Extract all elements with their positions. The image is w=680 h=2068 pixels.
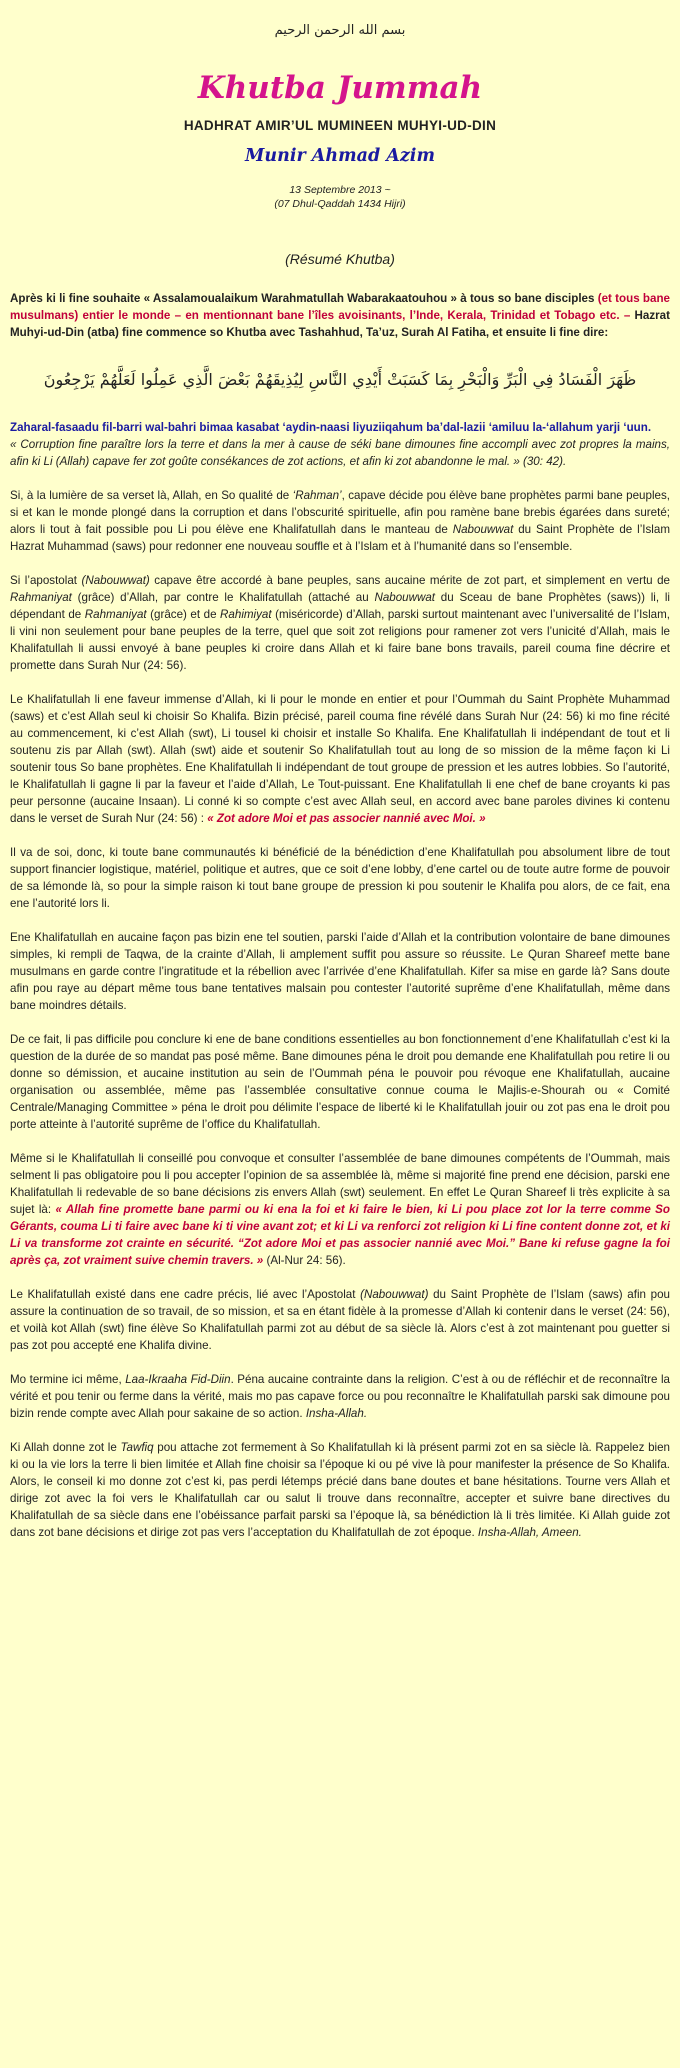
speaker-name: Munir Ahmad Azim [245, 146, 435, 166]
p9-d: Insha-Allah. [305, 1407, 368, 1420]
p9-c: . Péna aucaine contrainte dans la religion. C’est à ou de réfléchir et de reconnaître la vérité et pou tenir ou ferme dans la vérité, mais mo pas capave force ou pou reconnaître le Khalifatullah parski sak dimoune pou bizin rende compte avec Allah pour sakaine de so action. [10, 1373, 671, 1420]
p3-a: Le Khalifatullah li ene faveur immense d’Allah, ki li pour le monde en entier et pour l’Oummah du Saint Prophète Muhammad (saws) et c’est Allah seul ki choisir So Khalifa. Bizin précisé, pareil couma fine révélé dans Surah Nur (24: 56) ki mo fine récité au commencement, ki c’est Allah (swt), Li tousel ki choisir et installe So Khalifa. Ene Khalifatullah li indépendant de tout et li soutenu zis par Allah (swt). Allah (swt) aide et soutenir So Khalifatullah tout au long de so mission de la même façon ki Li soutenir tous So bane prophètes. Ene Khalifatullah li indépendant de tout groupe de pression et les autres lobbies. So l’autorité, le Khalifatullah li gagne li par la faveur et l’aide d’Allah, Le Tout-puissant. Ene Khalifatullah li ene chef de bane croyants ki pas peur personne (aucaine Insaan). Li conné ki so compte c’est avec Allah seul, en accord avec bane paroles divines ki contenu dans le verset de Surah Nur (24: 56) : [10, 693, 670, 825]
p2-h: Rahmaniyat [84, 608, 147, 621]
arabic-verse: ظَهَرَ الْفَسَادُ فِي الْبَرِّ وَالْبَحْرِ بِمَا كَسَبَتْ أَيْدِي النَّاسِ لِيُذِيقَهُمْ بَعْضَ الَّذِي عَمِلُوا لَعَلَّهُمْ يَرْجِعُونَ [43, 370, 637, 389]
p7-a: Même si le Khalifatullah li conseillé pou convoque et consulter l’assemblée de bane dimounes compétents de l’Oummah, mais selment li pas obligatoire pou li pou accepter l’opinion de sa assemblée là, même si majorité fine prend ene décision, parski ene Khalifatullah li redevable de so bane décisions zis envers Allah (swt) seulement. En effet Le Quran Shareef li très explicite à sa sujet là: [10, 1152, 670, 1216]
p10-b: Tawfiq [120, 1441, 154, 1454]
date-block [10, 183, 670, 211]
p2-k: (miséricorde) d’Allah, parski surtout maintenant avec l’universalité de l’Islam, li vini non seulement pour bane peuples de la terre, quel que soit zot religions pour ramener zot vers l’unicité d’Allah, mais le Khalifatullah li aussi envoyé à bane peuples ki croire dans Allah et ki faire bane bons travails, pareil couma fine décrire et promette dans Surah Nur (24: 56). [10, 608, 670, 672]
intro-text-b: (et tous bane musulmans) entier le monde – en mentionnant bane l’îles avoisinants, l’Inde, Kerala, Trinidad et Tobago etc. – [10, 292, 670, 322]
paragraph-4: Il va de soi, donc, ki toute bane communautés ki bénéficié de la bénédiction d’ene Khalifatullah pou absolument libre de tout support financier logistique, matériel, politique et autres, que ce soit d’ene lobby, d’ene cartel ou de toute autre forme de pouvoir de sa lémonde là, so pour la simple raison ki tout bane groupe de pression ki pou soutenir le Khalifa pou alors, de ce fait, ena ene l’autorité lors li. [10, 846, 670, 910]
intro-paragraph [10, 290, 670, 341]
paragraph-5: Ene Khalifatullah en aucaine façon pas bizin ene tel soutien, parski l’aide d’Allah et la contribution volontaire de bane dimounes simples, ki rempli de Taqwa, de la crainte d’Allah, li amplement suffit pou assure so réussite. Le Quran Shareef mette bane musulmans en garde contre l’ingratitude et la rébellion avec l’arrivée d’ene Khalifatullah. Kifer sa mise en garde là? Sans doute afin pou raye au départ même tous bane tentatives malsain pou contester l’autorité suprême d’ene Khalifatullah, même dans bane moindres détails. [10, 931, 670, 1012]
p10-d: Insha-Allah, Ameen. [477, 1526, 582, 1539]
paragraph-3 [10, 691, 670, 827]
p2-b: (Nabouwwat) [81, 574, 150, 587]
p7-c: (Al-Nur 24: 56). [263, 1254, 346, 1267]
p2-e: (grâce) d’Allah, par contre le Khalifatullah (attaché au [71, 591, 375, 604]
p3-quote: « Zot adore Moi et pas associer nannié avec Moi. » [207, 812, 486, 825]
paragraph-9 [10, 1371, 670, 1422]
verse-transliteration: Zaharal-fasaadu fil-barri wal-bahri bimaa kasabat ‘aydin-naasi liyuziiqahum ba’dal-lazii ‘amiluu la-‘allahum yarji ‘uun. [10, 421, 652, 434]
p8-c: du Saint Prophète de l’Islam (saws) afin pou assure la continuation de so travail, de so mission, et sa en étant fidèle à la promesse d’Allah ki contenir dans le verset (24: 56), et voilà kot Allah (swt) fine élève So Khalifatullah parmi zot au début de sa siècle là. Alors c’est à zot maintenant pou guetter si pas zot pou accepté ene Khalifa divine. [10, 1288, 670, 1352]
p1-b: ‘Rahman’ [292, 489, 342, 502]
p1-c: , capave décide pou élève bane prophètes parmi bane peuples, si et kan le monde plongé dans la corruption et dans l’obscurité spirituelle, afin pou ramène bane brebis égarées dans sureté; alors li tout à fait possible pou Li pou élève ene Khalifatullah dans le manteau de [10, 489, 670, 536]
p10-a: Ki Allah donne zot le [10, 1441, 121, 1454]
p1-a: Si, à la lumière de sa verset là, Allah, en So qualité de [10, 489, 293, 502]
p8-a: Le Khalifatullah existé dans ene cadre précis, lié avec l’Apostolat [10, 1288, 361, 1301]
p2-g: du Sceau de bane Prophètes (saws)) li, li dépendant de [10, 591, 670, 621]
date-hijri: (07 Dhul-Qaddah 1434 Hijri) [274, 198, 406, 210]
p2-f: Nabouwwat [374, 591, 436, 604]
bismillah: بسم الله الرحمن الرحيم [274, 23, 406, 38]
p9-b: Laa-Ikraaha Fid-Diin [125, 1373, 231, 1386]
p8-b: (Nabouwwat) [360, 1288, 429, 1301]
paragraph-6: De ce fait, li pas difficile pou conclure ki ene de bane conditions essentielles au bon fonctionnement d’ene Khalifatullah c’est ki la question de la durée de so mandat pas posé même. Bane dimounes péna le droit pou demande ene Khalifatullah pou retire li ou donne so démission, et aucaine institution au sein de l’Oummah péna le pouvoir pou révoque ene Khalifatullah, aucaine organisation ou assemblée, même pas l’assemblée consultative connue couma le Majlis-e-Shourah ou « Comité Centrale/Managing Committee » péna le droit pou délimite l’espace de liberté ki le Khalifatullah jouir ou zot pas ena le droit pou porte atteinte à l’autorité suprême de l’office du Khalifatullah. [10, 1033, 670, 1131]
intro-text-a: Après ki li fine souhaite « Assalamoualaikum Warahmatullah Wabarakaatouhou » à tous so bane disciples [10, 292, 598, 305]
p1-d: Nabouwwat [452, 523, 514, 536]
p2-d: Rahmaniyat [10, 591, 72, 604]
p7-quote: « Allah fine promette bane parmi ou ki ena la foi et ki faire le bien, ki Li pou place zot lor la terre comme So Gérants, couma Li ti faire avec bane ki ti vine avant zot; et ki Li va renforci zot religion ki Li fine content donne zot, et ki Li va transforme zot crainte en sécurité. “Zot adore Moi et pas associer nannié avec Moi.” Bane ki refuse gagne la foi après ça, zot vraiment suive chemin travers. » [10, 1203, 670, 1267]
p10-c: pou attache zot fermement à So Khalifatullah ki là présent parmi zot en sa siècle là. Rappelez bien ki ou la vie lors la terre li bien limitée et Allah fine choisir sa l’époque ki ou pé vive là pour manifester la présence de So Khalifa. Alors, le conseil ki mo donne zot c’est ki, pas perdi létemps précié dans bane doutes et bane hésitations. Tourne vers Allah et dirige zot avec la foi vers le Khalifatullah car ou salut li trouve dans reconnaître, accepter et suivre bane directives du Khalifatullah de sa siècle dans ene l’obéissance parfait parski sa l’époque là, sa bénédiction là li très limitée. Ki Allah guide zot dans zot bane décisions et dirige zot pas vers l’acceptation du Khalifatullah de zot époque. [10, 1441, 670, 1539]
p2-i: (grâce) et de [146, 608, 221, 621]
paragraph-2 [10, 572, 670, 674]
paragraph-8 [10, 1286, 670, 1354]
intro-text-c: Hazrat Muhyi-ud-Din (atba) fine commence so Khutba avec Tashahhud, Ta’uz, Surah Al Fatiha, et ensuite li fine dire: [10, 309, 670, 339]
p2-c: capave être accordé à bane peuples, sans aucaine mérite de zot part, et simplement en vertu de [149, 574, 670, 587]
hadhrat-heading: HADHRAT AMIR’UL MUMINEEN MUHYI-UD-DIN [183, 118, 497, 133]
p9-a: Mo termine ici même, [10, 1373, 126, 1386]
resume-heading: (Résumé Khutba) [285, 251, 395, 267]
p1-e: du Saint Prophète de l’Islam Hazrat Muhammad (saws) pour redonner ene nouveau souffle et à l’Islam et à l’humanité dans so l’ensemble. [10, 523, 670, 553]
paragraph-1 [10, 487, 670, 555]
page-title: Khutba Jummah [197, 70, 483, 106]
verse-translation: « Corruption fine paraître lors la terre et dans la mer à cause de séki bane dimounes fine accompli avec zot propres la mains, afin ki Li (Allah) capave fer zot goûte consékances de zot actions, et afin ki zot abandonne le mal. » (30: 42). [10, 438, 670, 468]
p2-a: Si l’apostolat [10, 574, 82, 587]
date-gregorian: 13 Septembre 2013 ~ [289, 184, 391, 196]
paragraph-10 [10, 1439, 670, 1541]
paragraph-7 [10, 1150, 670, 1269]
p2-j: Rahimiyat [220, 608, 272, 621]
